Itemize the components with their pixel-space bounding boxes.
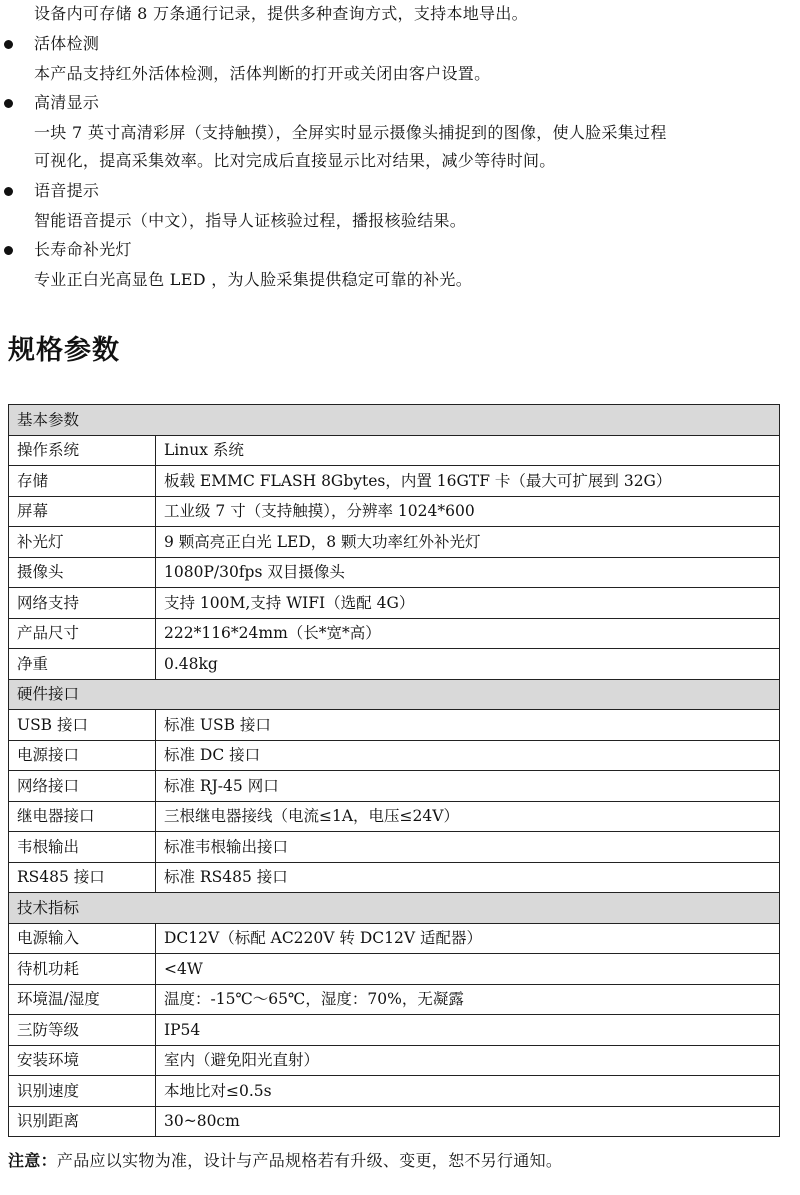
feature-title: 语音提示: [34, 181, 100, 200]
spec-value: 9 颗高亮正白光 LED，8 颗大功率红外补光灯: [156, 527, 780, 558]
table-row: [9, 1106, 780, 1137]
note-label: 注意：: [8, 1151, 57, 1170]
spec-value: 工业级 7 寸（支持触摸），分辨率 1024*600: [156, 496, 780, 527]
spec-label: RS485 接口: [9, 862, 156, 893]
spec-label: 补光灯: [9, 527, 156, 558]
group-header-row: [9, 405, 780, 436]
table-row: [9, 1045, 780, 1076]
table-row: [9, 801, 780, 832]
feature-title: 长寿命补光灯: [34, 240, 132, 259]
feature-description: 可视化，提高采集效率。比对完成后直接显示比对结果，减少等待时间。: [34, 151, 556, 170]
table-row: [9, 466, 780, 497]
spec-value: 0.48kg: [156, 649, 780, 680]
bullet-icon: [4, 187, 13, 196]
spec-label: 网络支持: [9, 588, 156, 619]
spec-label: 存储: [9, 466, 156, 497]
table-row: [9, 710, 780, 741]
spec-value: 三根继电器接线（电流≤1A，电压≤24V）: [156, 801, 780, 832]
table-row: [9, 588, 780, 619]
footnote: [8, 1150, 562, 1172]
table-row: [9, 1015, 780, 1046]
spec-value: 温度：-15℃～65℃，湿度：70%，无凝露: [156, 984, 780, 1015]
spec-label: 网络接口: [9, 771, 156, 802]
spec-value: <4W: [156, 954, 780, 985]
feature-title: 高清显示: [34, 93, 100, 112]
spec-label: 识别速度: [9, 1076, 156, 1107]
spec-value: 本地比对≤0.5s: [156, 1076, 780, 1107]
note-text: 产品应以实物为准，设计与产品规格若有升级、变更，恕不另行通知。: [56, 1151, 563, 1170]
spec-value: 室内（避免阳光直射）: [156, 1045, 780, 1076]
table-row: [9, 832, 780, 863]
table-row: [9, 862, 780, 893]
group-title: 技术指标: [9, 893, 780, 924]
spec-label: 环境温/湿度: [9, 984, 156, 1015]
table-row: [9, 618, 780, 649]
bullet-icon: [4, 99, 13, 108]
spec-table: [8, 404, 780, 1137]
feature-description: 专业正白光高显色 LED ，为人脸采集提供稳定可靠的补光。: [34, 270, 473, 289]
table-row: [9, 649, 780, 680]
spec-value: 标准 USB 接口: [156, 710, 780, 741]
spec-label: 净重: [9, 649, 156, 680]
spec-value: 标准 DC 接口: [156, 740, 780, 771]
spec-value: 标准 RS485 接口: [156, 862, 780, 893]
spec-value: Linux 系统: [156, 435, 780, 466]
spec-label: 待机功耗: [9, 954, 156, 985]
intro-text: 设备内可存储 8 万条通行记录，提供多种查询方式，支持本地导出。: [34, 4, 528, 23]
group-title: 硬件接口: [9, 679, 780, 710]
table-row: [9, 1076, 780, 1107]
spec-label: 三防等级: [9, 1015, 156, 1046]
group-header-row: [9, 679, 780, 710]
spec-value: 板载 EMMC FLASH 8Gbytes，内置 16GTF 卡（最大可扩展到 32G）: [156, 466, 780, 497]
group-title: 基本参数: [9, 405, 780, 436]
spec-value: 30~80cm: [156, 1106, 780, 1137]
feature-description: 智能语音提示（中文），指导人证核验过程，播报核验结果。: [34, 211, 467, 230]
spec-label: 摄像头: [9, 557, 156, 588]
spec-value: 标准韦根输出接口: [156, 832, 780, 863]
spec-value: 1080P/30fps 双目摄像头: [156, 557, 780, 588]
spec-value: 标准 RJ-45 网口: [156, 771, 780, 802]
table-row: [9, 527, 780, 558]
spec-label: 操作系统: [9, 435, 156, 466]
bullet-icon: [4, 246, 13, 255]
table-row: [9, 435, 780, 466]
spec-label: 继电器接口: [9, 801, 156, 832]
table-row: [9, 740, 780, 771]
feature-description: 本产品支持红外活体检测，活体判断的打开或关闭由客户设置。: [34, 64, 491, 83]
spec-value: DC12V（标配 AC220V 转 DC12V 适配器）: [156, 923, 780, 954]
spec-value: 222*116*24mm（长*宽*高）: [156, 618, 780, 649]
spec-value: 支持 100M,支持 WIFI（选配 4G）: [156, 588, 780, 619]
spec-label: 电源输入: [9, 923, 156, 954]
table-row: [9, 923, 780, 954]
spec-label: 产品尺寸: [9, 618, 156, 649]
spec-label: 安装环境: [9, 1045, 156, 1076]
section-heading: 规格参数: [8, 335, 120, 366]
group-header-row: [9, 893, 780, 924]
spec-value: IP54: [156, 1015, 780, 1046]
table-row: [9, 984, 780, 1015]
spec-label: 屏幕: [9, 496, 156, 527]
spec-label: 电源接口: [9, 740, 156, 771]
spec-label: 识别距离: [9, 1106, 156, 1137]
bullet-icon: [4, 40, 13, 49]
feature-description: 一块 7 英寸高清彩屏（支持触摸），全屏实时显示摄像头捕捉到的图像，使人脸采集过程: [34, 123, 667, 142]
table-row: [9, 954, 780, 985]
table-row: [9, 771, 780, 802]
table-row: [9, 496, 780, 527]
table-row: [9, 557, 780, 588]
spec-label: 韦根输出: [9, 832, 156, 863]
feature-title: 活体检测: [34, 34, 100, 53]
spec-label: USB 接口: [9, 710, 156, 741]
